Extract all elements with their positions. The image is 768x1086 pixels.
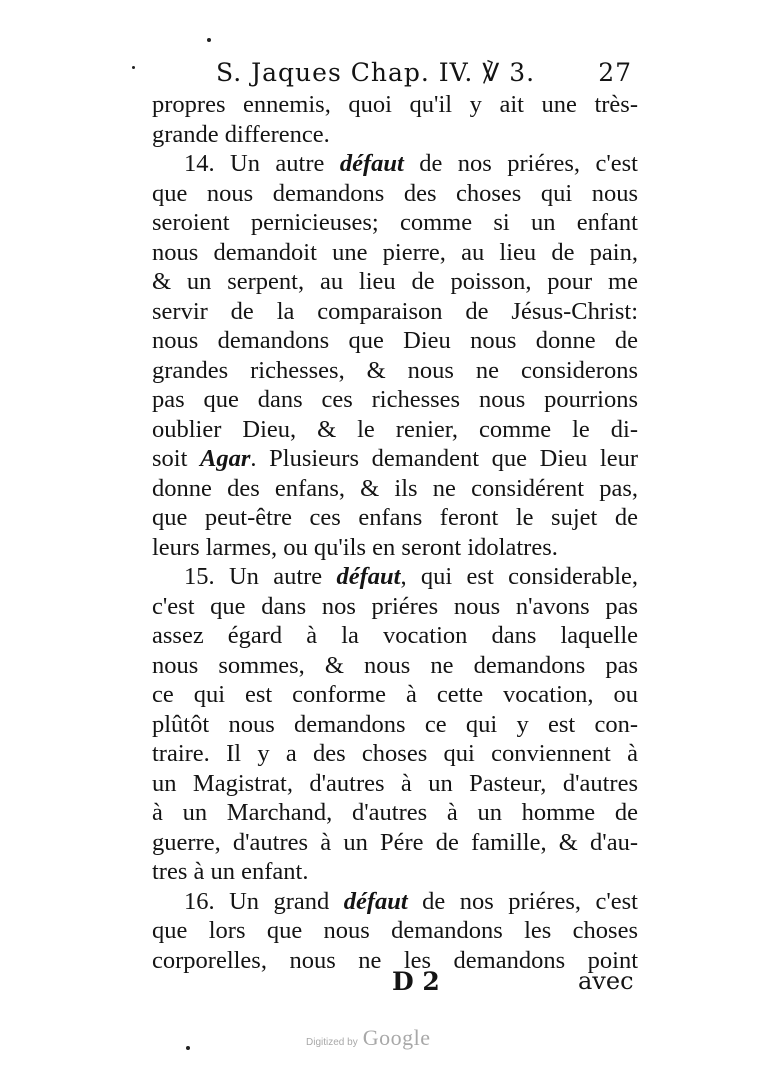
text-line: nous demandons que Dieu nous donne de bbox=[152, 327, 638, 354]
digitization-watermark bbox=[306, 1025, 431, 1051]
watermark-logo: Google bbox=[362, 1025, 431, 1050]
text-line-part: , qui est considerable, bbox=[400, 563, 638, 590]
text-line-part: de nos priéres, c'est bbox=[407, 887, 638, 915]
text-line bbox=[152, 149, 638, 179]
text-line: servir de la comparaison de Jésus-Christ: bbox=[152, 297, 638, 325]
text-line-part: de nos priéres, c'est bbox=[403, 150, 638, 177]
text-line: assez égard à la vocation dans laquelle bbox=[152, 622, 638, 649]
text-line: plûtôt nous demandons ce qui y est con- bbox=[152, 710, 638, 738]
text-line: que peut-être ces enfans feront le sujet de bbox=[152, 504, 638, 531]
text-line: nous demandoit une pierre, au lieu de pain, bbox=[152, 238, 638, 266]
text-line: c'est que dans nos priéres nous n'avons pas bbox=[152, 592, 638, 620]
running-header bbox=[216, 58, 632, 88]
text-line: & un serpent, au lieu de poisson, pour me bbox=[152, 268, 638, 295]
text-line: guerre, d'autres à un Pére de famille, & d'au- bbox=[152, 828, 638, 856]
text-line bbox=[152, 887, 638, 917]
emphasis-word: défaut bbox=[343, 887, 408, 915]
ink-speck bbox=[186, 1046, 190, 1050]
text-line-part: 16. Un grand bbox=[184, 887, 344, 915]
catchword: avec bbox=[578, 967, 634, 995]
text-line: corporelles, nous ne les demandons point bbox=[152, 946, 638, 974]
text-line bbox=[152, 444, 638, 474]
text-line: oublier Dieu, & le renier, comme le di- bbox=[152, 415, 638, 443]
running-title: S. Jaques Chap. IV. ℣ 3. bbox=[216, 58, 536, 87]
ink-speck bbox=[207, 38, 211, 42]
text-line: grandes richesses, & nous ne considerons bbox=[152, 356, 638, 384]
text-line: que nous demandons des choses qui nous bbox=[152, 179, 638, 207]
emphasis-word: défaut bbox=[339, 150, 404, 177]
text-line-part: 15. Un autre bbox=[184, 563, 337, 590]
text-line-part: 14. Un autre bbox=[184, 150, 340, 177]
emphasis-word: défaut bbox=[336, 563, 401, 590]
text-line: nous sommes, & nous ne demandons pas bbox=[152, 651, 638, 679]
text-line: à un Marchand, d'autres à un homme de bbox=[152, 799, 638, 826]
text-line: tres à un enfant. bbox=[152, 858, 309, 885]
watermark-prefix: Digitized by bbox=[306, 1037, 358, 1048]
text-line: leurs larmes, ou qu'ils en seront idolatres. bbox=[152, 533, 558, 561]
text-line: traire. Il y a des choses qui conviennent à bbox=[152, 740, 638, 767]
text-line: un Magistrat, d'autres à un Pasteur, d'autres bbox=[152, 769, 638, 797]
text-line-part: soit bbox=[152, 445, 201, 472]
text-line: seroient pernicieuses; comme si un enfant bbox=[152, 209, 638, 236]
text-line bbox=[152, 562, 638, 592]
emphasis-word: Agar bbox=[200, 445, 251, 472]
ink-speck bbox=[132, 66, 135, 69]
page-number: 27 bbox=[598, 58, 632, 87]
text-line: ce qui est conforme à cette vocation, ou bbox=[152, 681, 638, 708]
body-text bbox=[152, 90, 638, 975]
signature-mark: D 2 bbox=[392, 967, 440, 996]
text-line: grande difference. bbox=[152, 120, 330, 148]
text-line: que lors que nous demandons les choses bbox=[152, 917, 638, 944]
text-line: propres ennemis, quoi qu'il y ait une très- bbox=[152, 91, 638, 118]
text-line: donne des enfans, & ils ne considérent pas, bbox=[152, 474, 638, 502]
text-line-part: . Plusieurs demandent que Dieu leur bbox=[250, 445, 638, 472]
text-line: pas que dans ces richesses nous pourrions bbox=[152, 386, 638, 413]
